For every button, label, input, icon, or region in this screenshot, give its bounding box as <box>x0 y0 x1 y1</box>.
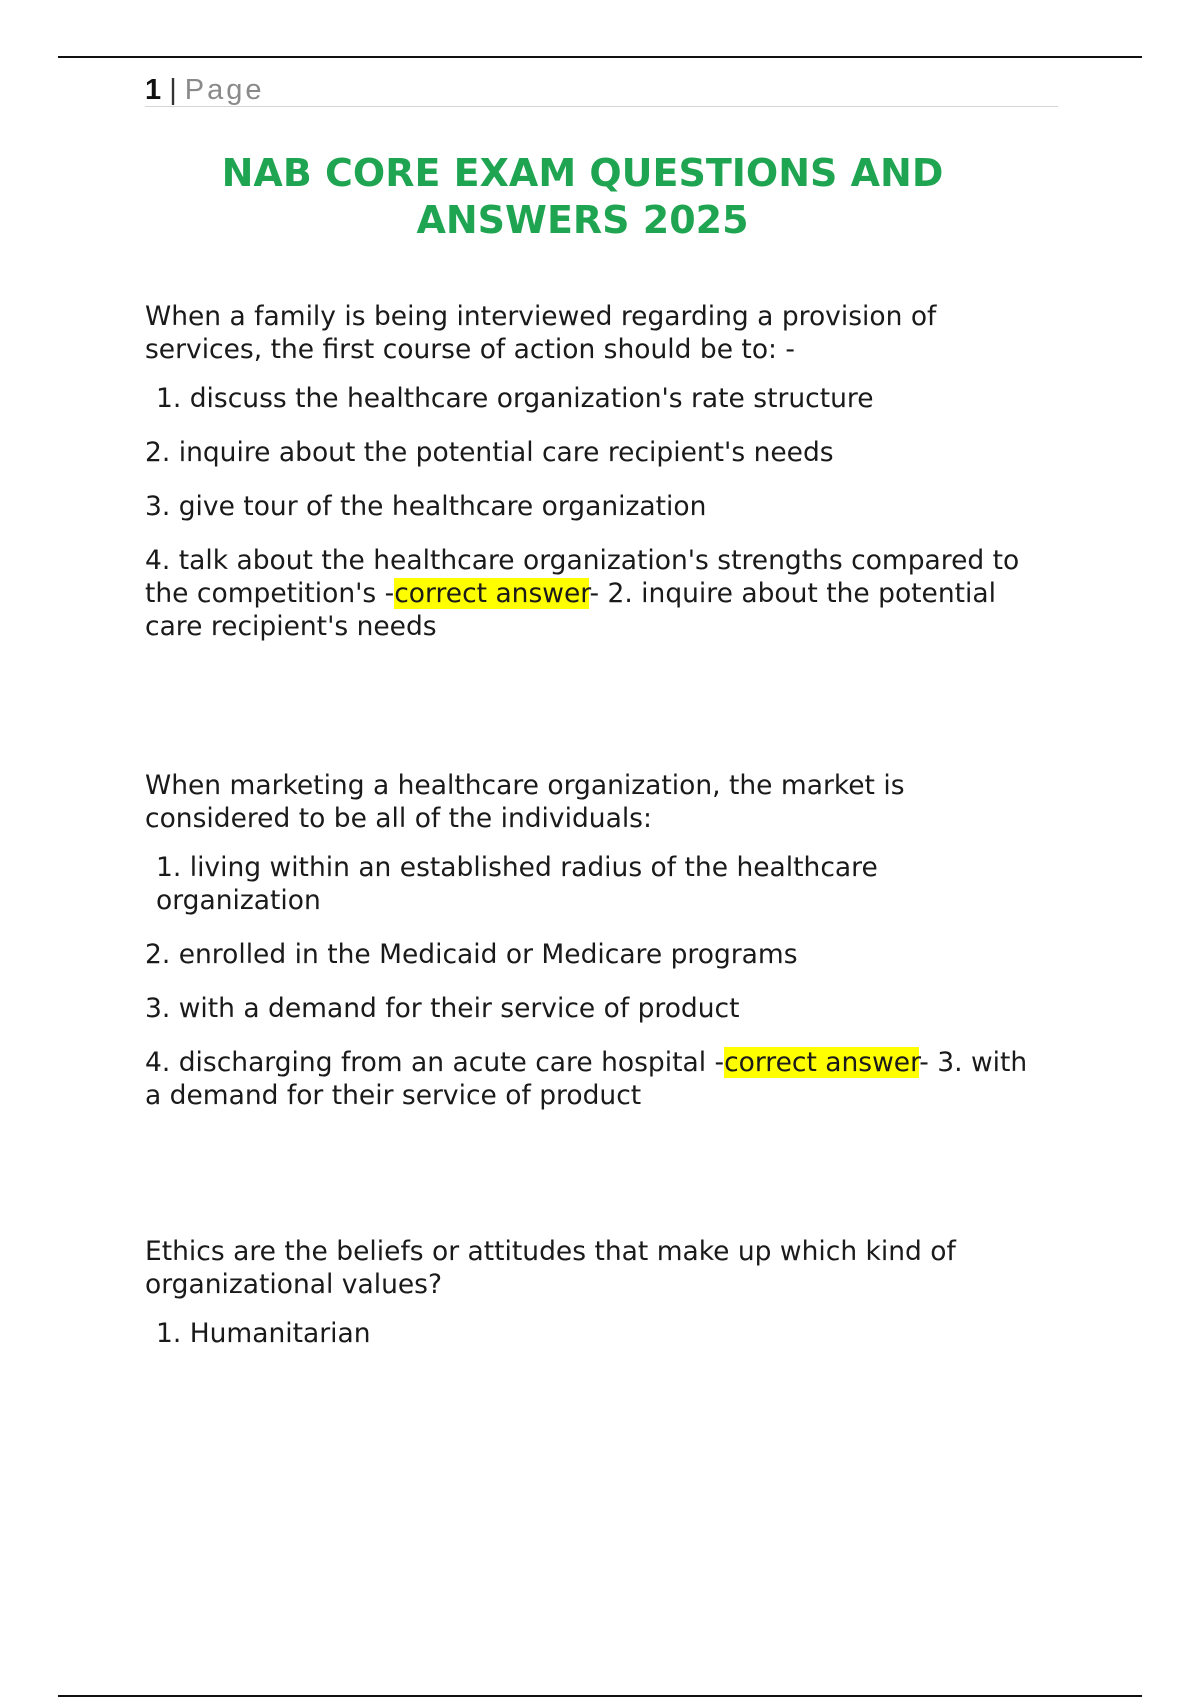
answer-text: - 2. inquire about the potential care recipient's needs <box>145 578 997 642</box>
page-header <box>145 70 1058 107</box>
option-3: 3. with a demand for their service of product <box>145 993 740 1024</box>
question-2 <box>145 769 1045 1112</box>
top-rule <box>58 56 1142 58</box>
option-4: 4. discharging from an acute care hospital - <box>145 1047 725 1078</box>
page-separator: | <box>161 74 185 106</box>
bottom-rule <box>58 1695 1142 1697</box>
document-title <box>145 150 1020 244</box>
question-stem: When marketing a healthcare organization, the market is considered to be all of the individuals: <box>145 770 905 834</box>
question-3 <box>145 1235 1045 1350</box>
option-1: 1. discuss the healthcare organization's rate structure <box>156 383 874 414</box>
page-number: 1 <box>145 74 162 106</box>
question-1 <box>145 300 1045 643</box>
correct-answer-highlight: correct answer <box>724 1047 920 1078</box>
title-line-2: ANSWERS 2025 <box>416 198 749 242</box>
option-1: 1. living within an established radius of the healthcare organization <box>156 852 878 916</box>
option-2: 2. enrolled in the Medicaid or Medicare programs <box>145 939 798 970</box>
question-stem: When a family is being interviewed regarding a provision of services, the first course of action should be to: - <box>145 301 937 365</box>
question-stem: Ethics are the beliefs or attitudes that make up which kind of organizational values? <box>145 1236 956 1300</box>
option-3: 3. give tour of the healthcare organization <box>145 491 707 522</box>
option-4: 4. talk about the healthcare organization's strengths compared to the competition's - <box>145 545 1020 609</box>
correct-answer-highlight: correct answer <box>394 578 590 609</box>
option-4-with-answer <box>145 544 1045 643</box>
answer-text: - 3. with a demand for their service of product <box>145 1047 1028 1111</box>
title-line-1: NAB CORE EXAM QUESTIONS AND <box>221 151 944 195</box>
page-label: Page <box>184 74 265 106</box>
option-1: 1. Humanitarian <box>156 1318 371 1349</box>
option-2: 2. inquire about the potential care recipient's needs <box>145 437 834 468</box>
option-4-with-answer <box>145 1046 1045 1112</box>
